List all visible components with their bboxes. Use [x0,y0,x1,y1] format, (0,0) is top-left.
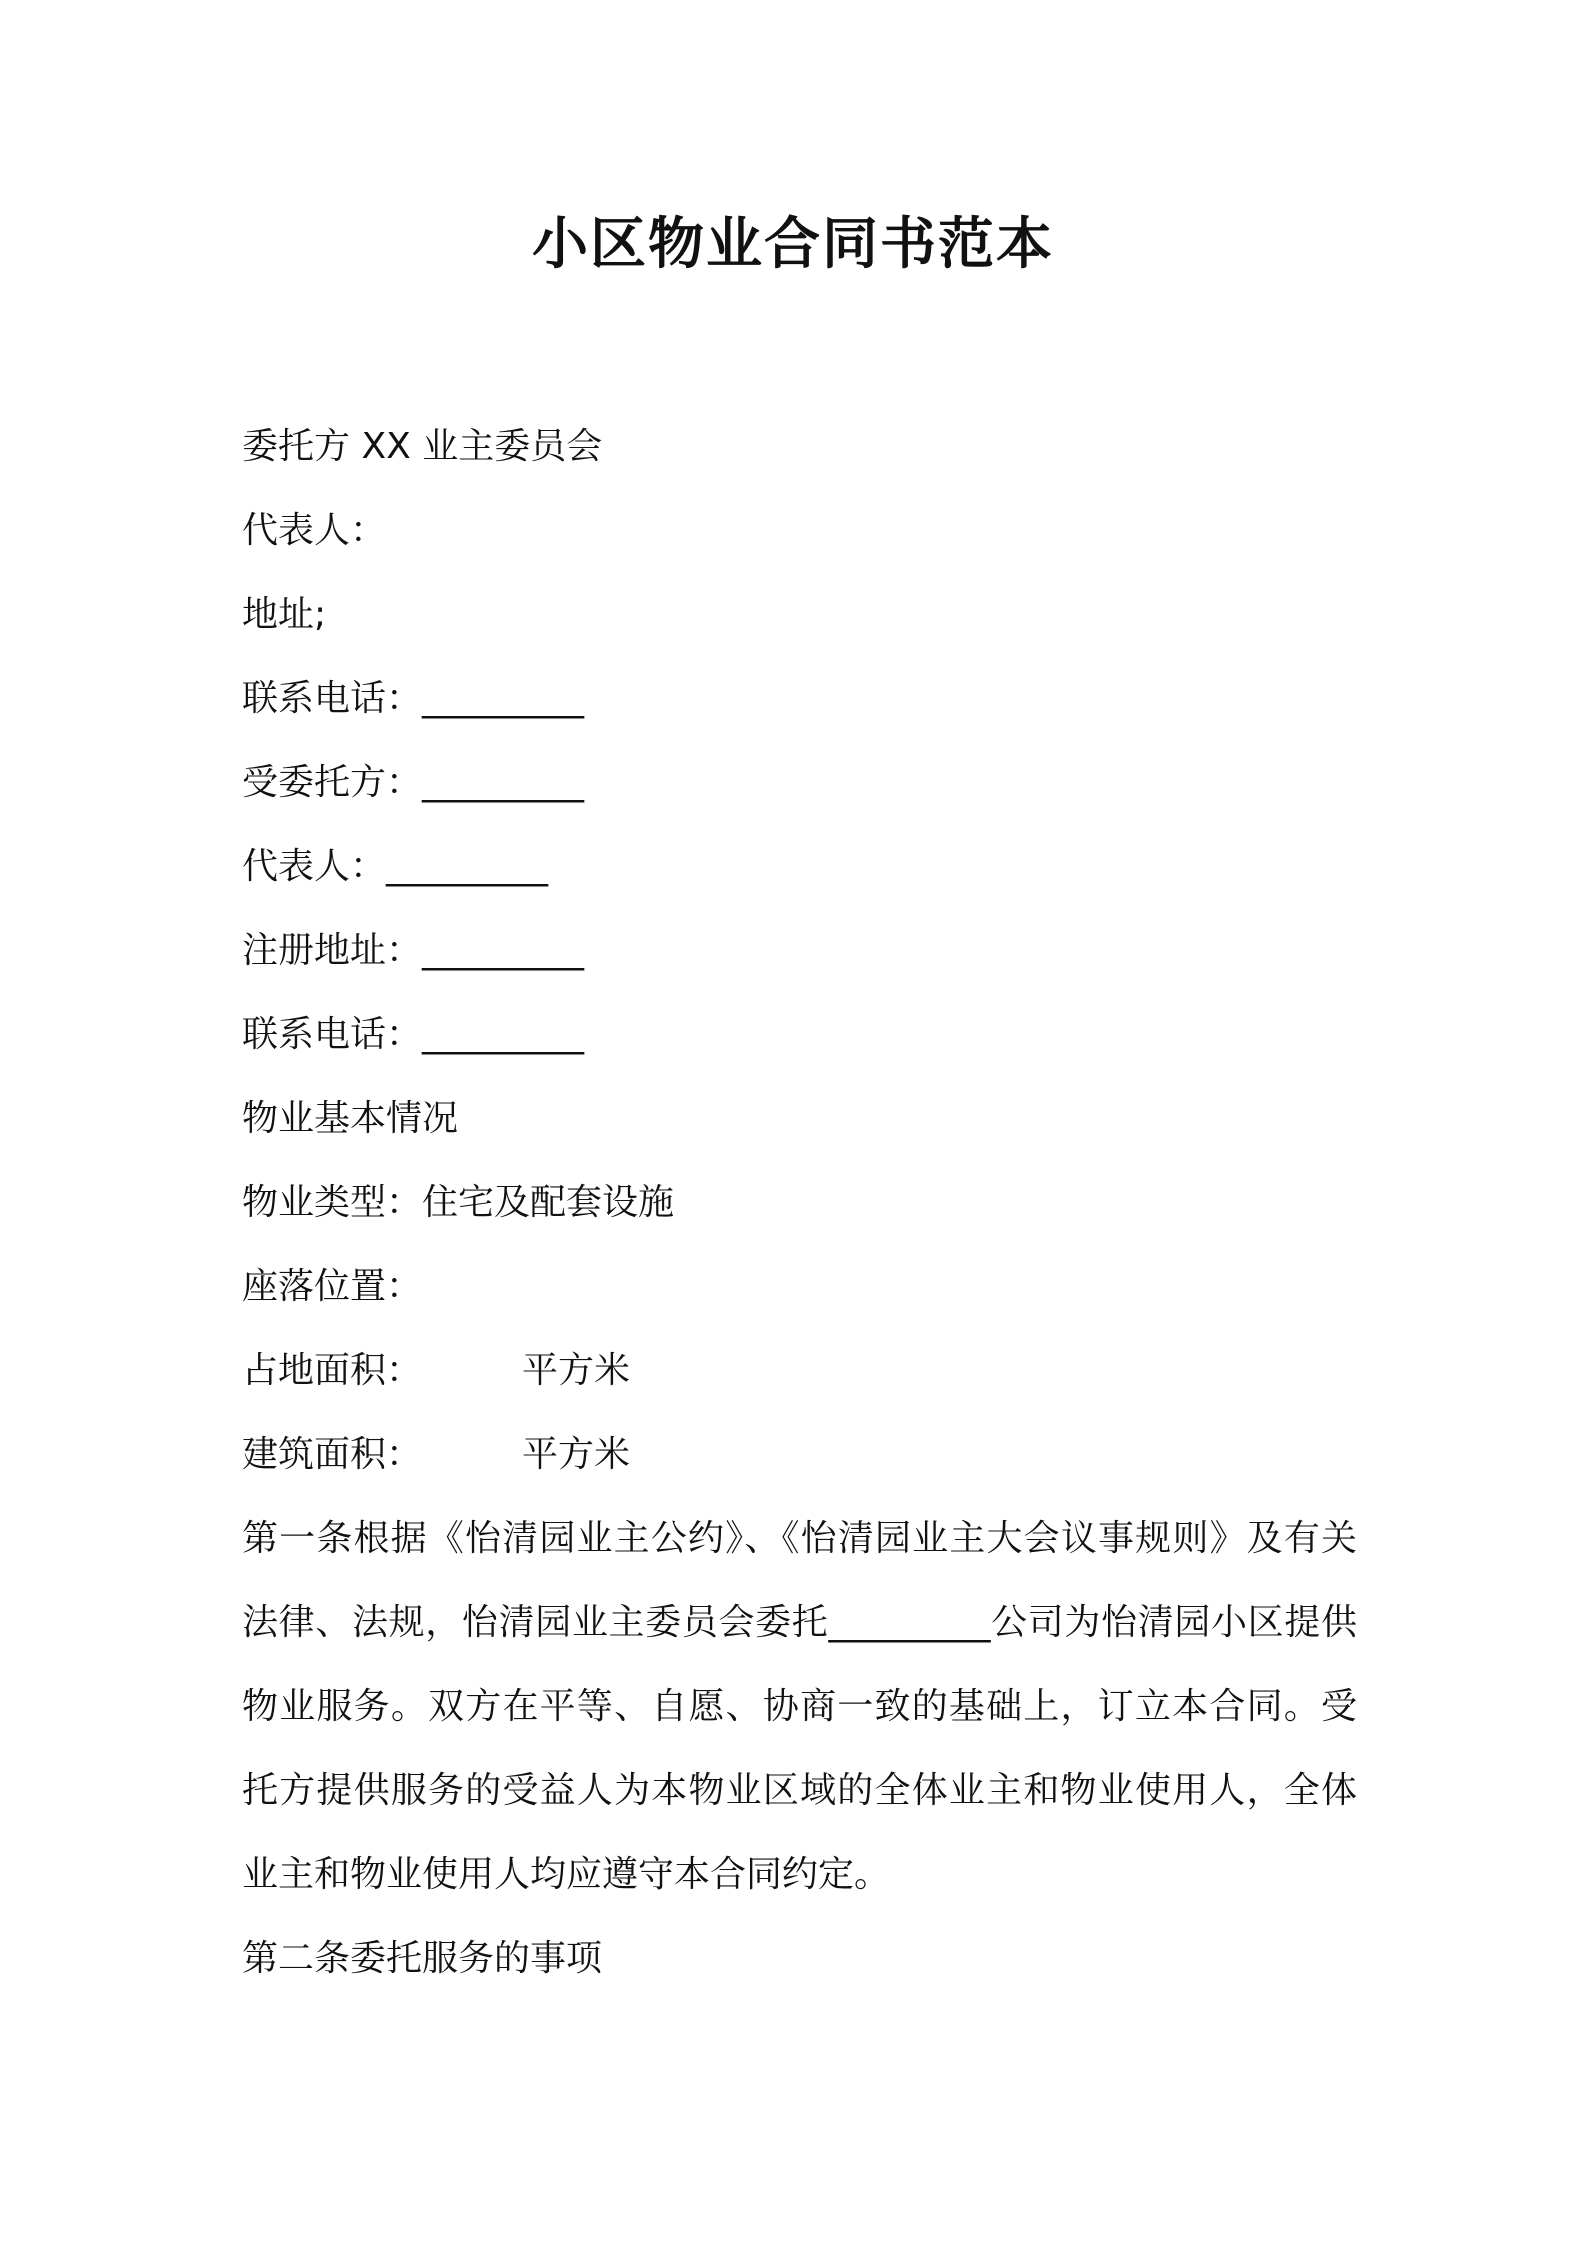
land-area-unit: 平方米 [522,1350,631,1391]
contractor-line: 受委托方：_________ [242,762,585,803]
contractor-phone-line: 联系电话：_________ [242,1014,585,1055]
client-line: 委托方 XX 业主委员会 [242,426,603,467]
client-phone-line: 联系电话：_________ [242,678,585,719]
property-location-line: 座落位置： [242,1266,423,1307]
property-type-line: 物业类型：住宅及配套设施 [242,1182,675,1223]
building-area-unit: 平方米 [522,1434,631,1475]
client-representative-line: 代表人： [242,510,387,551]
contractor-representative-line: 代表人：_________ [242,846,549,887]
land-area-label: 占地面积： [242,1350,423,1391]
document-title: 小区物业合同书范本 [532,212,1054,277]
building-area-line [242,1413,1357,1497]
document-body [242,405,1357,2001]
article-2-heading: 第二条委托服务的事项 [242,1938,603,1979]
client-address-line: 地址; [242,594,327,635]
article-1-paragraph: 第一条根据《怡清园业主公约》、《怡清园业主大会议事规则》及有关法律、法规，怡清园业主委员会委托_________公司为怡清园小区提供物业服务。双方在平等、自愿、协商一致的基础上，订立本合同。受托方提供服务的受益人为本物业区域的全体业主和物业使用人，全体业主和物业使用人均应遵守本合同约定。 [242,1518,1357,1895]
contractor-address-line: 注册地址：_________ [242,930,585,971]
land-area-line [242,1329,1357,1413]
property-info-heading: 物业基本情况 [242,1098,459,1139]
building-area-label: 建筑面积： [242,1434,423,1475]
